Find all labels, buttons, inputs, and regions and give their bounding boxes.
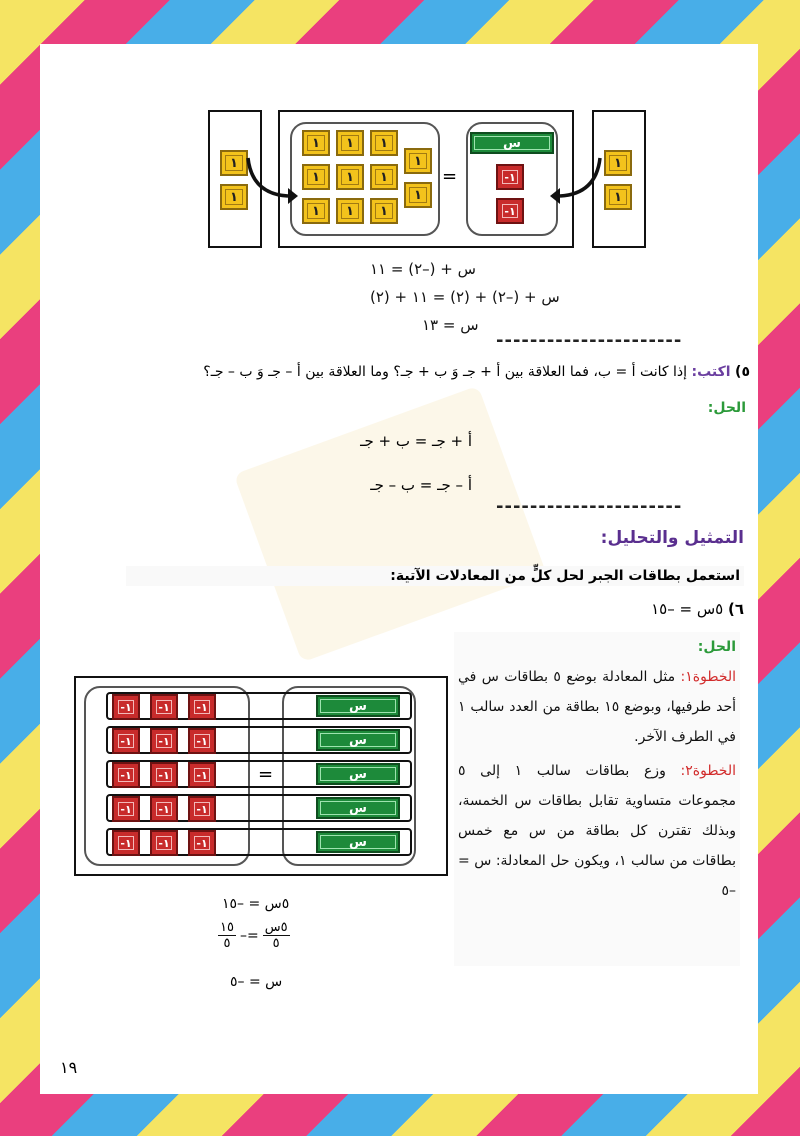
equals-sign: = — [258, 764, 274, 785]
instruction-text: استعمل بطاقات الجبر لحل كلٍّ من المعادلات الآتية: — [126, 566, 744, 586]
positive-one-tile: ١ — [220, 150, 248, 176]
solution-steps-panel — [454, 632, 740, 966]
positive-one-tile: ١ — [404, 148, 432, 174]
curved-arrow-right-icon — [548, 154, 608, 214]
equation-mat — [278, 110, 574, 248]
negative-one-tile: ١- — [112, 762, 140, 788]
answer-line-2: أ – جـ = ب – جـ — [370, 476, 472, 494]
positive-one-tile: ١ — [370, 198, 398, 224]
positive-one-tile: ١ — [220, 184, 248, 210]
positive-one-tile: ١ — [336, 198, 364, 224]
negative-one-tile: ١- — [112, 694, 140, 720]
tile-row — [106, 692, 412, 720]
step-1-text: مثل المعادلة بوضع ٥ بطاقات س في أحد طرفيها، وبوضع ١٥ بطاقة من العدد سالب ١ في الطرف الآخر. — [458, 669, 736, 745]
page-number: ١٩ — [60, 1058, 78, 1077]
positive-one-tile: ١ — [604, 150, 632, 176]
negative-one-tile: ١- — [188, 830, 216, 856]
positive-one-tile: ١ — [604, 184, 632, 210]
positive-one-tile: ١ — [370, 164, 398, 190]
negative-one-tile: ١- — [150, 762, 178, 788]
bottom-algebra-tiles-diagram — [74, 676, 448, 876]
negative-one-tile: ١- — [496, 198, 524, 224]
negative-one-tile: ١- — [188, 762, 216, 788]
positive-one-tile: ١ — [336, 130, 364, 156]
x-tile: س — [316, 831, 400, 853]
negative-one-tile: ١- — [188, 694, 216, 720]
negative-one-tile: ١- — [496, 164, 524, 190]
negative-one-tile: ١- — [150, 728, 178, 754]
curved-arrow-left-icon — [240, 154, 300, 214]
step-2 — [458, 756, 736, 906]
question-6 — [651, 600, 744, 618]
equation-line-2: س + (–٢) + (٢) = ١١ + (٢) — [370, 288, 560, 306]
question-number: ٥) — [735, 364, 750, 380]
negative-one-tile: ١- — [112, 830, 140, 856]
x-tile: س — [316, 695, 400, 717]
positive-one-tile: ١ — [404, 182, 432, 208]
question-text: إذا كانت أ = ب، فما العلاقة بين أ + جـ وَ ب + جـ؟ وما العلاقة بين أ – جـ وَ ب – جـ؟ — [203, 364, 688, 380]
equation-line-1: س + (–٢) = ١١ — [370, 260, 476, 278]
positive-one-tile: ١ — [336, 164, 364, 190]
separator-line: ---------------------- — [496, 496, 683, 517]
tile-row — [106, 726, 412, 754]
page-content — [40, 44, 758, 1094]
section-title: التمثيل والتحليل: — [600, 528, 744, 548]
step-2-label: الخطوة٢: — [680, 763, 736, 779]
negative-one-tile: ١- — [112, 728, 140, 754]
step-2-text: وزع بطاقات سالب ١ إلى ٥ مجموعات متساوية تقابل بطاقات س الخمسة، وبذلك تقترن كل بطاقة من س مع خمس بطاقات من سالب ١، ويكون حل المعادلة: س = –٥ — [458, 763, 736, 899]
solution-label: الحل: — [697, 639, 736, 655]
calc-line-1: ٥س = –١٥ — [222, 896, 290, 912]
separator-line: ---------------------- — [496, 330, 683, 351]
question-number: ٦) — [727, 600, 744, 618]
question-equation: ٥س = –١٥ — [651, 600, 724, 618]
negative-one-tile: ١- — [188, 728, 216, 754]
negative-one-tile: ١- — [188, 796, 216, 822]
step-1-label: الخطوة١: — [680, 669, 737, 685]
x-tile: س — [470, 132, 554, 154]
watermark-logo — [234, 386, 547, 663]
x-tile: س — [316, 797, 400, 819]
negative-one-tile: ١- — [150, 694, 178, 720]
tile-row — [106, 828, 412, 856]
positive-one-tile: ١ — [370, 130, 398, 156]
calc-line-2: $\frac{١٥}{٥}$ –= $\frac{\text{٥س}}{٥}$ — [220, 920, 288, 951]
solution-label: الحل: — [707, 400, 746, 416]
question-5 — [50, 364, 750, 380]
positive-one-tile: ١ — [302, 164, 330, 190]
equation-line-3: س = ١٣ — [422, 316, 479, 334]
negative-one-tile: ١- — [112, 796, 140, 822]
tile-row — [106, 760, 412, 788]
calc-line-3: س = –٥ — [230, 974, 283, 990]
step-1 — [458, 662, 736, 752]
x-tile: س — [316, 729, 400, 751]
negative-one-tile: ١- — [150, 830, 178, 856]
fraction-right: $\frac{١٥}{٥}$ — [220, 920, 234, 951]
fraction-left: $\frac{\text{٥س}}{٥}$ — [264, 920, 288, 951]
positive-one-tile: ١ — [302, 130, 330, 156]
tile-row — [106, 794, 412, 822]
equals-sign: = — [442, 166, 458, 187]
negative-one-tile: ١- — [150, 796, 178, 822]
question-label: اكتب: — [691, 364, 731, 380]
x-tile: س — [316, 763, 400, 785]
answer-line-1: أ + جـ = ب + جـ — [360, 432, 472, 450]
positive-one-tile: ١ — [302, 198, 330, 224]
